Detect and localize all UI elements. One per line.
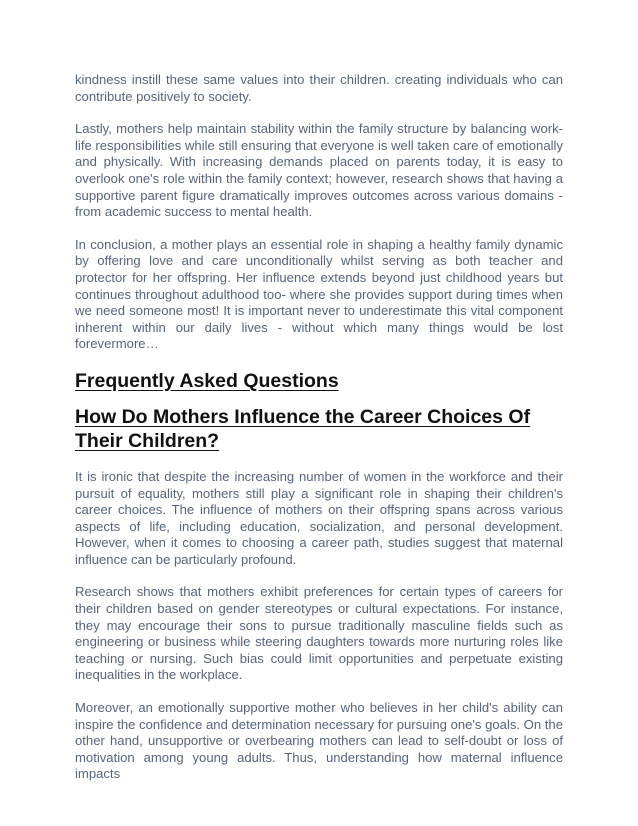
paragraph-moreover: Moreover, an emotionally supportive mother who believes in her child's ability can inspire the confidence and determination necessary for pursuing one's goals. On the other hand, unsupportive or overbearing mothers can lead to self-doubt or loss of motivation among young adults. Thus, understanding how maternal influence impacts <box>75 700 563 782</box>
document-page <box>75 72 563 799</box>
paragraph-research: Research shows that mothers exhibit preferences for certain types of careers for their children based on gender stereotypes or cultural expectations. For instance, they may encourage their sons to pursue traditionally masculine fields such as engineering or business while steering daughters towards more nurturing roles like teaching or nursing. Such bias could limit opportunities and perpetuate existing inequalities in the workplace. <box>75 584 563 683</box>
faq-heading: Frequently Asked Questions <box>75 369 339 392</box>
paragraph-stability: Lastly, mothers help maintain stability within the family structure by balancing work-life responsibilities while still ensuring that everyone is well taken care of emotionally and physically. With increasing demands placed on parents today, it is easy to overlook one's role within the family context; however, research shows that having a supportive parent figure dramatically improves outcomes across various domains - from academic success to mental health. <box>75 121 563 220</box>
paragraph-ironic: It is ironic that despite the increasing number of women in the workforce and their pursuit of equality, mothers still play a significant role in shaping their children's career choices. The influence of mothers on their offspring spans across various aspects of life, including education, socialization, and personal development. However, when it comes to choosing a career path, studies suggest that maternal influence can be particularly profound. <box>75 468 563 567</box>
paragraph-conclusion: In conclusion, a mother plays an essential role in shaping a healthy family dynamic by offering love and care unconditionally whilst serving as both teacher and protector for her offspring. Her influence extends beyond just childhood years but continues throughout adulthood too- where she provides support during times when we need someone most! It is important never to underestimate this vital component inherent within our daily lives - without which many things would be lost forevermore… <box>75 236 563 352</box>
question-heading: How Do Mothers Influence the Career Choices Of Their Children? <box>75 405 531 452</box>
paragraph-kindness: kindness instill these same values into their children. creating individuals who can contribute positively to society. <box>75 72 563 104</box>
